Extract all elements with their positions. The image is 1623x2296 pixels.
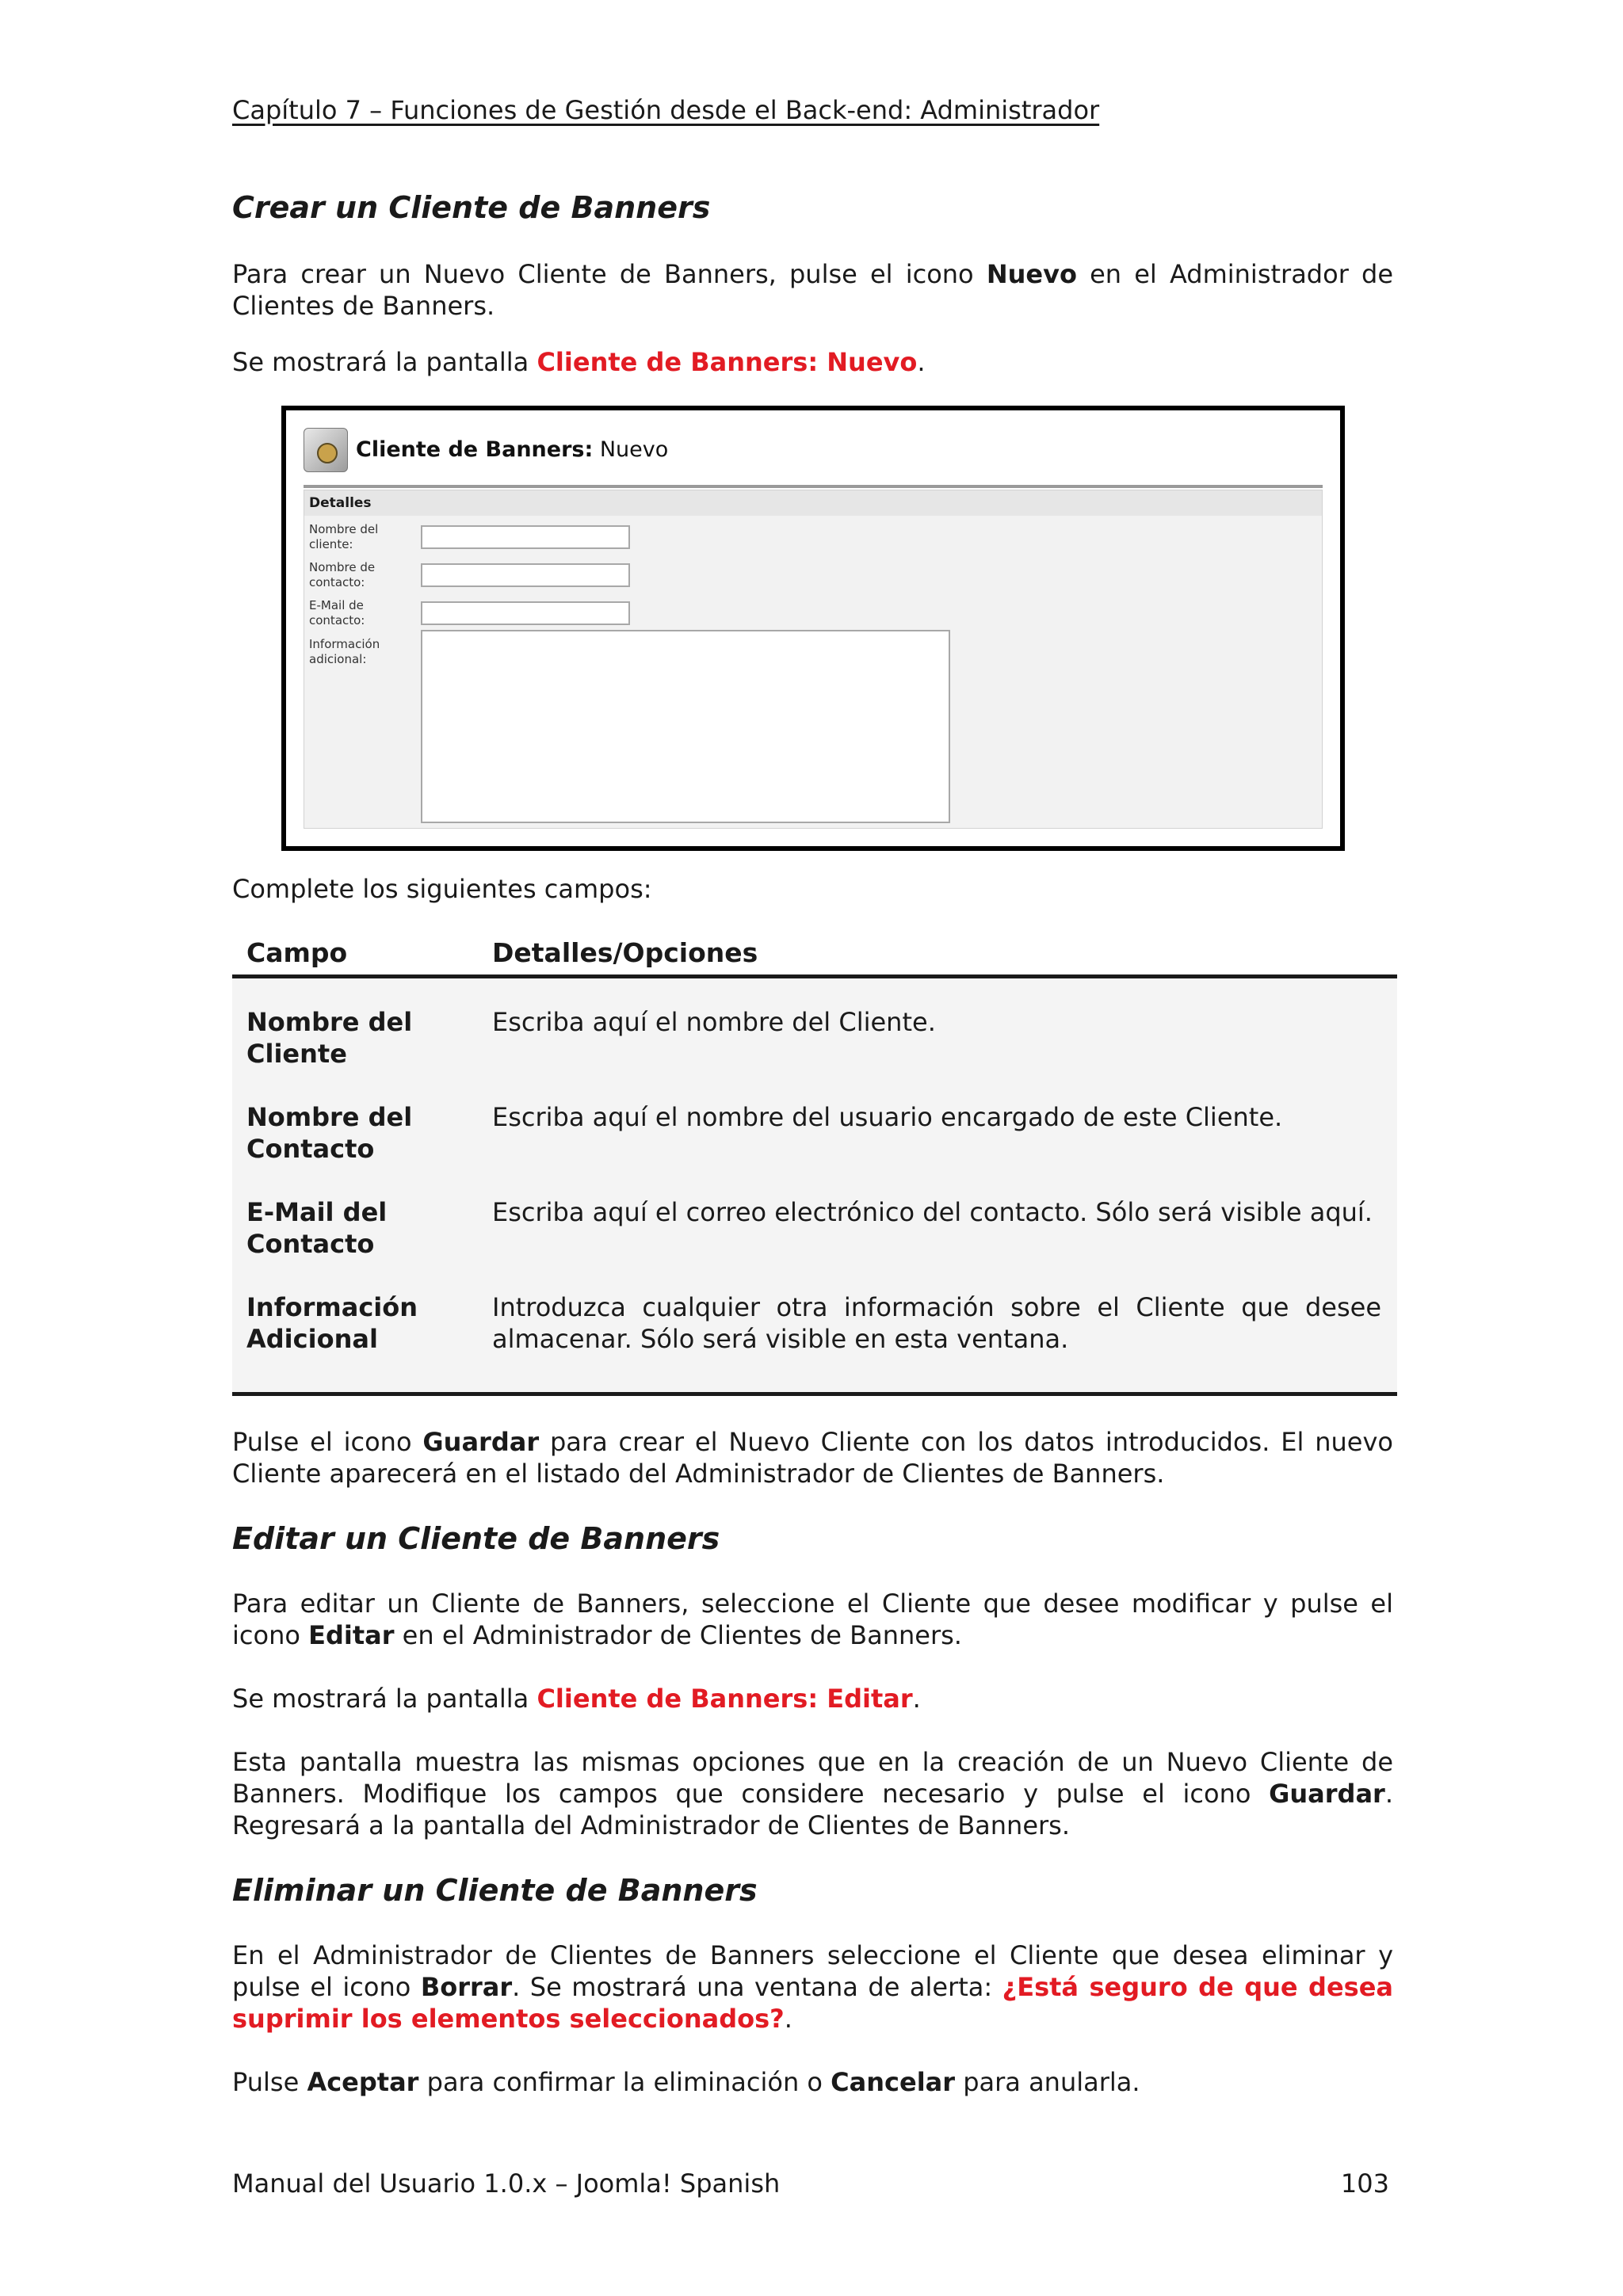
paragraph-complete-fields: Complete los siguientes campos: bbox=[232, 874, 652, 904]
running-header: Capítulo 7 – Funciones de Gestión desde el Back-end: Administrador bbox=[232, 95, 1100, 125]
contact-name-input[interactable] bbox=[421, 563, 630, 587]
table-header bbox=[232, 929, 1397, 978]
column-header-details: Detalles/Opciones bbox=[492, 937, 758, 968]
label-client-name: Nombre del cliente: bbox=[309, 522, 379, 551]
keyword-cancelar: Cancelar bbox=[831, 2067, 956, 2097]
keyword-nuevo: Nuevo bbox=[986, 259, 1077, 289]
details-heading: Detalles bbox=[304, 490, 1322, 516]
details-panel bbox=[304, 490, 1323, 829]
column-header-field: Campo bbox=[246, 937, 348, 968]
fields-table bbox=[232, 978, 1397, 1392]
table-cell-details: Escriba aquí el nombre del usuario encargado de este Cliente. bbox=[492, 1102, 1283, 1132]
table-bottom-rule bbox=[232, 1392, 1397, 1396]
keyword-borrar: Borrar bbox=[420, 1972, 513, 2002]
keyword-editar: Editar bbox=[308, 1620, 395, 1650]
section-title-edit: Editar un Cliente de Banners bbox=[232, 1521, 720, 1556]
footer-title: Manual del Usuario 1.0.x – Joomla! Spanish bbox=[232, 2168, 781, 2199]
table-cell-details: Escriba aquí el correo electrónico del contacto. Sólo será visible aquí. bbox=[492, 1197, 1373, 1227]
document-page bbox=[232, 0, 1397, 2296]
table-cell-details: Introduzca cualquier otra información sobre el Cliente que desee almacenar. Sólo será visible en esta ventana. bbox=[492, 1292, 1381, 1354]
client-name-input[interactable] bbox=[421, 525, 630, 549]
paragraph-delete-confirm: Pulse Aceptar para confirmar la eliminación o Cancelar para anularla. bbox=[232, 2067, 1140, 2097]
table-cell-field: Nombre del Contacto bbox=[246, 1102, 413, 1164]
alert-message: ¿Está seguro de que desea suprimir los elementos seleccionados? bbox=[232, 1972, 1394, 2034]
screen-name-new: Cliente de Banners: Nuevo bbox=[537, 347, 918, 377]
table-cell-field: Información Adicional bbox=[246, 1292, 418, 1354]
paragraph-edit-intro: Para editar un Cliente de Banners, seleccione el Cliente que desee modificar y pulse el icono Editar en el Administrador de Clientes de Banners. bbox=[232, 1589, 1393, 1650]
title-divider bbox=[304, 485, 1323, 488]
table-cell-field: E-Mail del Contacto bbox=[246, 1197, 388, 1259]
screenshot-figure bbox=[281, 406, 1345, 851]
paragraph-delete-intro: En el Administrador de Clientes de Banners seleccione el Cliente que desea eliminar y pulse el icono Borrar. Se mostrará una ventana de alerta: ¿Está seguro de que desea suprimir los elementos seleccionados?. bbox=[232, 1940, 1394, 2034]
keyword-aceptar: Aceptar bbox=[307, 2067, 419, 2097]
keyword-guardar-edit: Guardar bbox=[1269, 1779, 1385, 1809]
label-extra-info: Información adicional: bbox=[309, 637, 380, 666]
screen-name-edit: Cliente de Banners: Editar bbox=[537, 1684, 913, 1714]
keyword-guardar: Guardar bbox=[422, 1427, 540, 1457]
table-cell-field: Nombre del Cliente bbox=[246, 1007, 413, 1069]
paragraph-create-screen: Se mostrará la pantalla Cliente de Banners: Nuevo. bbox=[232, 347, 926, 377]
paragraph-edit-details: Esta pantalla muestra las mismas opciones que en la creación de un Nuevo Cliente de Banners. Modifique los campos que considere necesario y pulse el icono Guardar. Regresará a la pantalla del Administrador de Clientes de Banners. bbox=[232, 1747, 1393, 1840]
contact-email-input[interactable] bbox=[421, 601, 630, 625]
table-cell-details: Escriba aquí el nombre del Cliente. bbox=[492, 1007, 936, 1037]
section-title-create: Crear un Cliente de Banners bbox=[232, 190, 711, 225]
page-number: 103 bbox=[1340, 2168, 1389, 2199]
banner-client-icon bbox=[304, 428, 348, 472]
screenshot-title: Cliente de Banners: Nuevo bbox=[356, 437, 669, 462]
paragraph-edit-screen: Se mostrará la pantalla Cliente de Banners: Editar. bbox=[232, 1684, 921, 1714]
paragraph-save: Pulse el icono Guardar para crear el Nuevo Cliente con los datos introducidos. El nuevo Cliente aparecerá en el listado del Administrador de Clientes de Banners. bbox=[232, 1427, 1394, 1489]
extra-info-textarea[interactable] bbox=[421, 630, 950, 823]
paragraph-create-intro: Para crear un Nuevo Cliente de Banners, pulse el icono Nuevo en el Administrador de Clientes de Banners. bbox=[232, 259, 1394, 321]
label-contact-email: E-Mail de contacto: bbox=[309, 598, 365, 627]
label-contact-name: Nombre de contacto: bbox=[309, 560, 376, 589]
section-title-delete: Eliminar un Cliente de Banners bbox=[232, 1873, 758, 1908]
